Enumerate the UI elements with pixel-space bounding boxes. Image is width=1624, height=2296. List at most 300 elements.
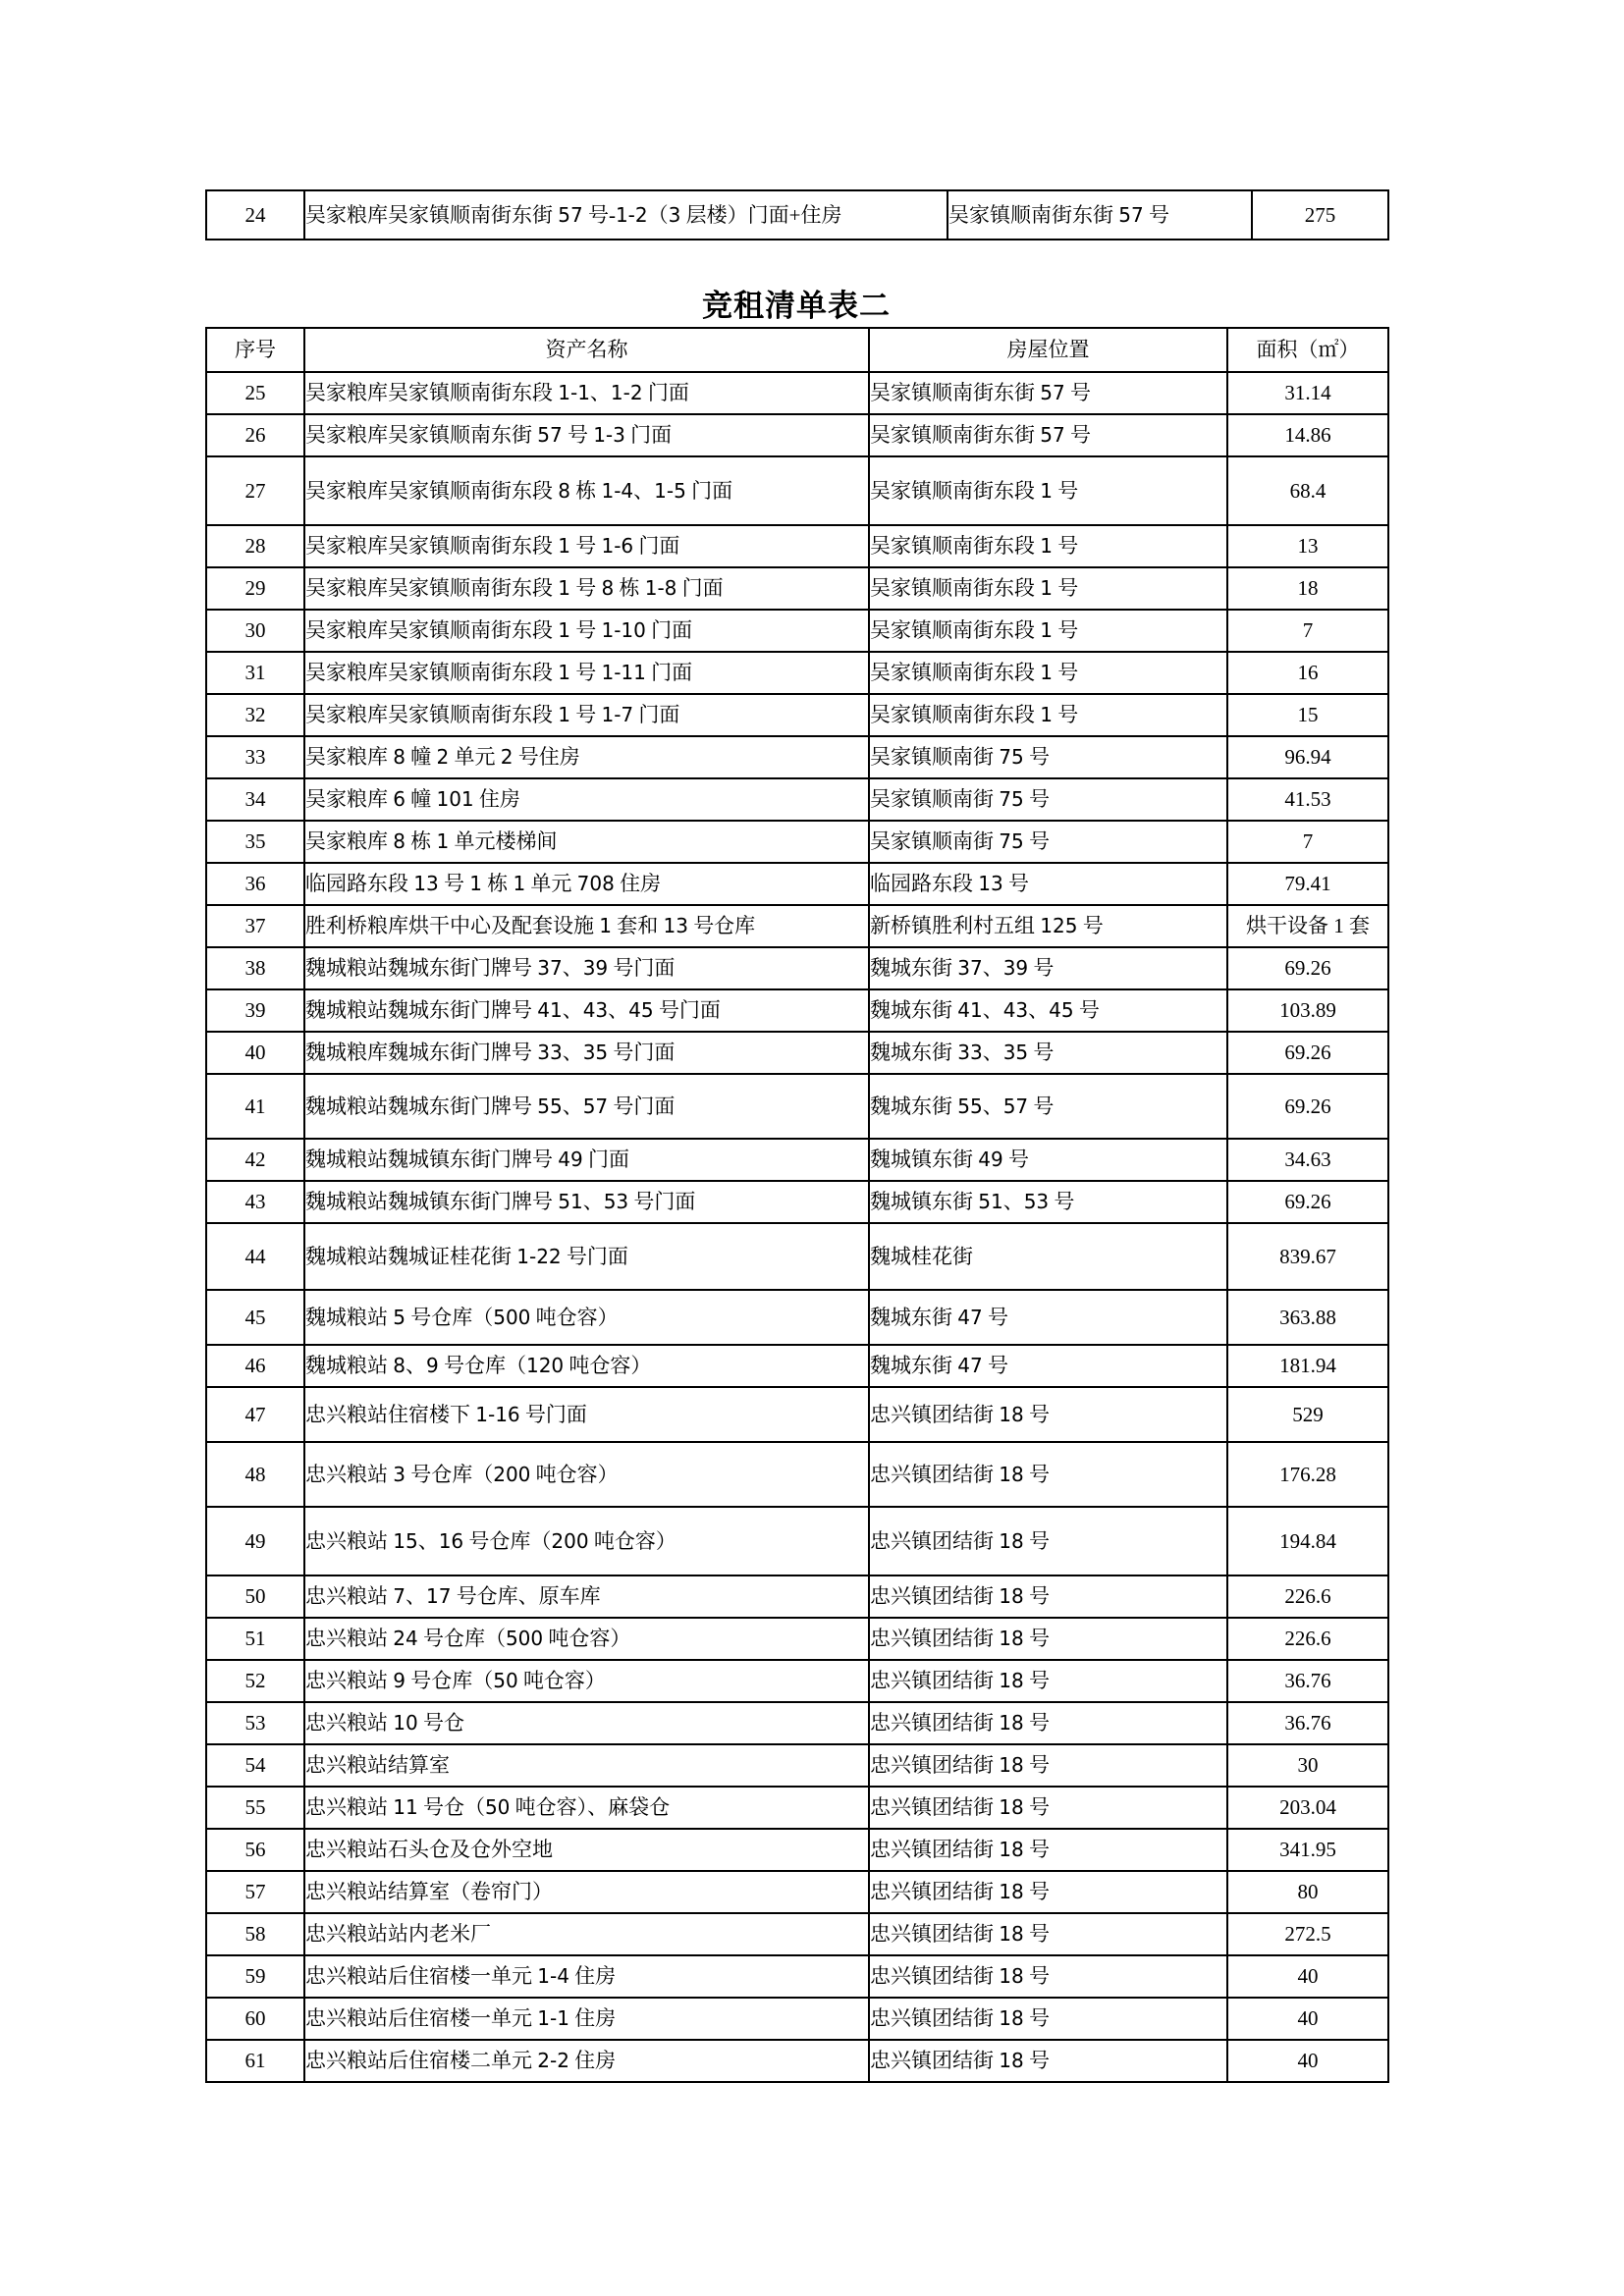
- cell-name: 吴家粮库吴家镇顺南街东段 8 栋 1-4、1-5 门面: [304, 456, 869, 525]
- number-text: 1: [1040, 703, 1053, 727]
- number-text: 125: [1040, 914, 1078, 938]
- table-row: [206, 1829, 1388, 1871]
- cell-seq: 41: [206, 1074, 304, 1139]
- number-text: 7: [393, 1584, 406, 1609]
- table-row: [206, 1702, 1388, 1744]
- cell-name: 魏城粮站魏城镇东街门牌号 49 门面: [304, 1139, 869, 1181]
- cell-area: 181.94: [1227, 1345, 1388, 1387]
- cell-area: 341.95: [1227, 1829, 1388, 1871]
- cell-area: 226.6: [1227, 1618, 1388, 1660]
- number-text: 50: [484, 1795, 511, 1820]
- cell-area: 203.04: [1227, 1787, 1388, 1829]
- cell-seq: 43: [206, 1181, 304, 1223]
- cell-location: 忠兴镇团结街 18 号: [869, 1913, 1227, 1955]
- number-text: 53: [1023, 1190, 1050, 1214]
- cell-name: 忠兴粮站石头仓及仓外空地: [304, 1829, 869, 1871]
- number-text: 2-2: [537, 2049, 569, 2073]
- cell-seq: 38: [206, 947, 304, 989]
- cell-location: 吴家镇顺南街东段 1 号: [869, 610, 1227, 652]
- cell-area: 529: [1227, 1387, 1388, 1442]
- table-row: [206, 456, 1388, 525]
- cell-area: 13: [1227, 525, 1388, 567]
- cell-seq: 25: [206, 372, 304, 414]
- cell-area: 34.63: [1227, 1139, 1388, 1181]
- cell-name: 吴家粮库吴家镇顺南街东段 1 号 1-7 门面: [304, 694, 869, 736]
- table-row: [206, 652, 1388, 694]
- cell-location: 忠兴镇团结街 18 号: [869, 1829, 1227, 1871]
- cell-seq: 27: [206, 456, 304, 525]
- cell-seq: 37: [206, 905, 304, 947]
- number-text: 3: [393, 1462, 406, 1486]
- cell-seq: 36: [206, 863, 304, 905]
- number-text: 10: [393, 1711, 418, 1735]
- number-text: 57: [582, 1094, 609, 1118]
- cell-location: 吴家镇顺南街东街 57 号: [947, 190, 1252, 240]
- cell-seq: 59: [206, 1955, 304, 1998]
- number-text: 75: [999, 745, 1024, 770]
- number-text: 9: [425, 1354, 439, 1378]
- cell-area: 103.89: [1227, 989, 1388, 1032]
- number-text: 35: [1002, 1041, 1029, 1065]
- cell-name: 魏城粮站 8、9 号仓库（120 吨仓容）: [304, 1345, 869, 1387]
- cell-location: 新桥镇胜利村五组 125 号: [869, 905, 1227, 947]
- cell-location: 魏城东街 41、43、45 号: [869, 989, 1227, 1032]
- cell-area: 40: [1227, 2040, 1388, 2082]
- cell-location: 临园路东段 13 号: [869, 863, 1227, 905]
- number-text: 45: [1049, 998, 1074, 1023]
- cell-name: 魏城粮库魏城东街门牌号 33、35 号门面: [304, 1032, 869, 1074]
- cell-name: 魏城粮站魏城东街门牌号 41、43、45 号门面: [304, 989, 869, 1032]
- cell-name: 忠兴粮站站内老米厂: [304, 1913, 869, 1955]
- table-row: [206, 1913, 1388, 1955]
- number-text: 35: [582, 1041, 609, 1065]
- number-text: 51: [978, 1190, 1003, 1214]
- cell-location: 吴家镇顺南街东段 1 号: [869, 456, 1227, 525]
- cell-seq: 46: [206, 1345, 304, 1387]
- rental-list-table: [205, 327, 1389, 2083]
- header-seq: 序号: [206, 328, 304, 372]
- cell-seq: 24: [206, 190, 304, 240]
- cell-location: 魏城东街 33、35 号: [869, 1032, 1227, 1074]
- header-name: 资产名称: [304, 328, 869, 372]
- cell-area: 41.53: [1227, 778, 1388, 821]
- cell-seq: 29: [206, 567, 304, 610]
- table-body: [206, 372, 1388, 2082]
- table-row: [206, 1223, 1388, 1290]
- table-row: [206, 821, 1388, 863]
- cell-seq: 47: [206, 1387, 304, 1442]
- number-text: 1: [558, 534, 570, 559]
- number-text: 1-1: [537, 2006, 569, 2031]
- number-text: 16: [438, 1528, 464, 1553]
- number-text: 6: [393, 787, 406, 812]
- table-row: [206, 372, 1388, 414]
- number-text: 18: [999, 1627, 1024, 1651]
- page-title: 竞租清单表二: [702, 289, 891, 323]
- number-text: 1-8: [644, 576, 677, 601]
- number-text: 39: [1002, 956, 1029, 981]
- cell-name: 临园路东段 13 号 1 栋 1 单元 708 住房: [304, 863, 869, 905]
- number-text: 1: [1040, 534, 1053, 559]
- cell-location: 忠兴镇团结街 18 号: [869, 1871, 1227, 1913]
- number-text: 55: [537, 1094, 563, 1118]
- cell-name: 吴家粮库吴家镇顺南街东段 1 号 1-10 门面: [304, 610, 869, 652]
- number-text: 33: [957, 1041, 983, 1065]
- table-row: [206, 525, 1388, 567]
- table-row: [206, 736, 1388, 778]
- table-row: [206, 905, 1388, 947]
- header-location: 房屋位置: [869, 328, 1227, 372]
- cell-name: 忠兴粮站后住宿楼一单元 1-1 住房: [304, 1998, 869, 2040]
- table-row: [206, 1387, 1388, 1442]
- number-text: 1-11: [601, 661, 646, 685]
- number-text: 1-16: [475, 1402, 520, 1426]
- cell-seq: 39: [206, 989, 304, 1032]
- number-text: 47: [957, 1305, 983, 1329]
- number-text: 1: [558, 703, 570, 727]
- cell-seq: 52: [206, 1660, 304, 1702]
- table-row: [206, 863, 1388, 905]
- cell-name: 魏城粮站魏城镇东街门牌号 51、53 号门面: [304, 1181, 869, 1223]
- number-text: 1-2: [610, 381, 643, 405]
- cell-name: 吴家粮库吴家镇顺南街东街 57 号-1-2（3 层楼）门面+住房: [304, 190, 947, 240]
- table-row: [206, 778, 1388, 821]
- number-text: 18: [999, 1584, 1024, 1609]
- number-text: 1-10: [601, 618, 646, 643]
- number-text: 3: [668, 202, 681, 227]
- number-text: 1-4: [537, 1964, 569, 1989]
- cell-area: 40: [1227, 1998, 1388, 2040]
- cell-seq: 51: [206, 1618, 304, 1660]
- cell-location: 忠兴镇团结街 18 号: [869, 1387, 1227, 1442]
- cell-name: 魏城粮站 5 号仓库（500 吨仓容）: [304, 1290, 869, 1345]
- number-text: 200: [551, 1528, 589, 1553]
- number-text: 41: [957, 998, 983, 1023]
- number-text: 8: [393, 745, 406, 770]
- number-text: 1: [513, 872, 526, 896]
- table-row: [206, 1998, 1388, 2040]
- number-text: 13: [413, 872, 439, 896]
- cell-location: 忠兴镇团结街 18 号: [869, 1955, 1227, 1998]
- cell-area: 275: [1252, 190, 1388, 240]
- cell-location: 魏城镇东街 51、53 号: [869, 1181, 1227, 1223]
- cell-name: 忠兴粮站 7、17 号仓库、原车库: [304, 1575, 869, 1618]
- cell-area: 79.41: [1227, 863, 1388, 905]
- cell-location: 吴家镇顺南街东段 1 号: [869, 694, 1227, 736]
- cell-name: 吴家粮库 8 幢 2 单元 2 号住房: [304, 736, 869, 778]
- cell-area: 18: [1227, 567, 1388, 610]
- cell-name: 忠兴粮站结算室: [304, 1744, 869, 1787]
- number-text: 11: [393, 1795, 418, 1820]
- cell-location: 忠兴镇团结街 18 号: [869, 1442, 1227, 1507]
- number-text: 18: [999, 1528, 1024, 1553]
- cell-location: 忠兴镇团结街 18 号: [869, 1618, 1227, 1660]
- cell-name: 忠兴粮站 10 号仓: [304, 1702, 869, 1744]
- number-text: 8: [393, 829, 406, 854]
- number-text: 18: [999, 1880, 1024, 1904]
- cell-seq: 40: [206, 1032, 304, 1074]
- number-text: 18: [999, 1462, 1024, 1486]
- number-text: 5: [393, 1305, 406, 1329]
- cell-name: 吴家粮库吴家镇顺南东街 57 号 1-3 门面: [304, 414, 869, 456]
- number-text: 49: [558, 1148, 583, 1172]
- number-text: 37: [537, 956, 563, 981]
- table-row: [206, 1345, 1388, 1387]
- number-text: 1: [1040, 576, 1053, 601]
- table-row: [206, 610, 1388, 652]
- number-text: 101: [436, 787, 474, 812]
- number-text: 18: [999, 2049, 1024, 2073]
- number-text: 17: [425, 1584, 452, 1609]
- cell-name: 魏城粮站魏城东街门牌号 55、57 号门面: [304, 1074, 869, 1139]
- number-text: 43: [582, 998, 609, 1023]
- cell-area: 36.76: [1227, 1660, 1388, 1702]
- number-text: 39: [582, 956, 609, 981]
- cell-area: 80: [1227, 1871, 1388, 1913]
- number-text: 13: [663, 914, 688, 938]
- table-row: [206, 2040, 1388, 2082]
- cell-location: 魏城镇东街 49 号: [869, 1139, 1227, 1181]
- number-text: 1: [469, 872, 482, 896]
- number-text: 8: [601, 576, 615, 601]
- number-text: 1-1: [558, 381, 590, 405]
- cell-area: 7: [1227, 821, 1388, 863]
- number-text: 1-6: [601, 534, 634, 559]
- cell-name: 忠兴粮站结算室（卷帘门）: [304, 1871, 869, 1913]
- number-text: 53: [603, 1190, 629, 1214]
- cell-location: 魏城桂花街: [869, 1223, 1227, 1290]
- number-text: 57: [537, 423, 563, 448]
- cell-location: 吴家镇顺南街 75 号: [869, 821, 1227, 863]
- table-header-row: [206, 328, 1388, 372]
- cell-seq: 31: [206, 652, 304, 694]
- number-text: 18: [999, 1711, 1024, 1735]
- cell-name: 吴家粮库吴家镇顺南街东段 1-1、1-2 门面: [304, 372, 869, 414]
- cell-location: 忠兴镇团结街 18 号: [869, 1660, 1227, 1702]
- table-row: [206, 694, 1388, 736]
- cell-area: 272.5: [1227, 1913, 1388, 1955]
- cell-name: 忠兴粮站 9 号仓库（50 吨仓容）: [304, 1660, 869, 1702]
- number-text: 15: [393, 1528, 418, 1553]
- number-text: 500: [493, 1305, 531, 1329]
- number-text: 8: [393, 1354, 406, 1378]
- cell-name: 忠兴粮站后住宿楼二单元 2-2 住房: [304, 2040, 869, 2082]
- number-text: 18: [999, 2006, 1024, 2031]
- table-row: [206, 1660, 1388, 1702]
- cell-location: 吴家镇顺南街东街 57 号: [869, 414, 1227, 456]
- number-text: 120: [525, 1354, 565, 1378]
- cell-location: 吴家镇顺南街 75 号: [869, 736, 1227, 778]
- number-text: 1: [1040, 478, 1053, 503]
- cell-location: 魏城东街 47 号: [869, 1345, 1227, 1387]
- number-text: 1-7: [601, 703, 634, 727]
- table-row: [206, 414, 1388, 456]
- cell-seq: 26: [206, 414, 304, 456]
- cell-area: 96.94: [1227, 736, 1388, 778]
- number-text: 200: [493, 1462, 531, 1486]
- number-text: 75: [999, 829, 1024, 854]
- cell-location: 吴家镇顺南街东街 57 号: [869, 372, 1227, 414]
- number-text: 1-22: [516, 1244, 562, 1268]
- number-text: 1-4: [601, 478, 634, 503]
- cell-area: 363.88: [1227, 1290, 1388, 1345]
- cell-location: 吴家镇顺南街东段 1 号: [869, 567, 1227, 610]
- cell-seq: 30: [206, 610, 304, 652]
- cell-area: 226.6: [1227, 1575, 1388, 1618]
- number-text: 57: [1118, 202, 1144, 227]
- cell-seq: 60: [206, 1998, 304, 2040]
- table-row: [206, 1290, 1388, 1345]
- cell-name: 忠兴粮站后住宿楼一单元 1-4 住房: [304, 1955, 869, 1998]
- cell-location: 忠兴镇团结街 18 号: [869, 1787, 1227, 1829]
- cell-area: 烘干设备 1 套: [1227, 905, 1388, 947]
- cell-seq: 33: [206, 736, 304, 778]
- table-row: [206, 1871, 1388, 1913]
- cell-seq: 48: [206, 1442, 304, 1507]
- cell-name: 吴家粮库吴家镇顺南街东段 1 号 1-11 门面: [304, 652, 869, 694]
- cell-area: 69.26: [1227, 1181, 1388, 1223]
- cell-seq: 53: [206, 1702, 304, 1744]
- number-text: 18: [999, 1838, 1024, 1862]
- cell-seq: 42: [206, 1139, 304, 1181]
- number-text: 18: [999, 1753, 1024, 1778]
- cell-seq: 54: [206, 1744, 304, 1787]
- number-text: 41: [537, 998, 563, 1023]
- cell-area: 31.14: [1227, 372, 1388, 414]
- number-text: 1: [436, 829, 450, 854]
- number-text: 55: [957, 1094, 983, 1118]
- cell-name: 忠兴粮站 24 号仓库（500 吨仓容）: [304, 1618, 869, 1660]
- number-text: 1: [599, 914, 612, 938]
- table-row: [206, 1575, 1388, 1618]
- number-text: 50: [493, 1669, 518, 1693]
- number-text: 43: [1002, 998, 1029, 1023]
- cell-name: 魏城粮站魏城证桂花街 1-22 号门面: [304, 1223, 869, 1290]
- cell-area: 7: [1227, 610, 1388, 652]
- cell-area: 69.26: [1227, 947, 1388, 989]
- cell-location: 忠兴镇团结街 18 号: [869, 1507, 1227, 1575]
- number-text: 18: [999, 1402, 1024, 1426]
- number-text: 57: [558, 202, 583, 227]
- previous-list-table: [205, 189, 1389, 240]
- cell-area: 194.84: [1227, 1507, 1388, 1575]
- header-area: 面积（㎡）: [1227, 328, 1388, 372]
- number-text: 18: [999, 1964, 1024, 1989]
- number-text: 57: [1040, 381, 1065, 405]
- number-text: 37: [957, 956, 983, 981]
- table-row: [206, 1074, 1388, 1139]
- cell-name: 吴家粮库吴家镇顺南街东段 1 号 8 栋 1-8 门面: [304, 567, 869, 610]
- number-text: 51: [558, 1190, 583, 1214]
- table-row: [206, 1618, 1388, 1660]
- cell-location: 魏城东街 47 号: [869, 1290, 1227, 1345]
- table-row: [206, 190, 1388, 240]
- number-text: 57: [1002, 1094, 1029, 1118]
- table-row: [206, 1032, 1388, 1074]
- table-row: [206, 947, 1388, 989]
- cell-area: 176.28: [1227, 1442, 1388, 1507]
- number-text: 1-3: [593, 423, 625, 448]
- cell-name: 忠兴粮站 3 号仓库（200 吨仓容）: [304, 1442, 869, 1507]
- table-row: [206, 1744, 1388, 1787]
- number-text: 57: [1040, 423, 1065, 448]
- cell-location: 忠兴镇团结街 18 号: [869, 1744, 1227, 1787]
- number-text: 2: [436, 745, 450, 770]
- cell-seq: 45: [206, 1290, 304, 1345]
- cell-area: 68.4: [1227, 456, 1388, 525]
- number-text: 1: [558, 618, 570, 643]
- cell-seq: 61: [206, 2040, 304, 2082]
- table-row: [206, 1139, 1388, 1181]
- number-text: 18: [999, 1669, 1024, 1693]
- cell-area: 15: [1227, 694, 1388, 736]
- number-text: 2: [500, 745, 514, 770]
- cell-area: 839.67: [1227, 1223, 1388, 1290]
- cell-location: 吴家镇顺南街东段 1 号: [869, 525, 1227, 567]
- cell-seq: 55: [206, 1787, 304, 1829]
- cell-seq: 50: [206, 1575, 304, 1618]
- cell-name: 吴家粮库 6 幢 101 住房: [304, 778, 869, 821]
- number-text: 1: [1040, 661, 1053, 685]
- cell-name: 忠兴粮站住宿楼下 1-16 号门面: [304, 1387, 869, 1442]
- number-text: 1: [1040, 618, 1053, 643]
- cell-seq: 44: [206, 1223, 304, 1290]
- table-row: [206, 567, 1388, 610]
- cell-location: 忠兴镇团结街 18 号: [869, 1702, 1227, 1744]
- cell-name: 忠兴粮站 15、16 号仓库（200 吨仓容）: [304, 1507, 869, 1575]
- cell-location: 吴家镇顺南街 75 号: [869, 778, 1227, 821]
- number-text: 24: [393, 1627, 418, 1651]
- cell-name: 魏城粮站魏城东街门牌号 37、39 号门面: [304, 947, 869, 989]
- cell-location: 吴家镇顺南街东段 1 号: [869, 652, 1227, 694]
- cell-seq: 57: [206, 1871, 304, 1913]
- cell-location: 忠兴镇团结街 18 号: [869, 1575, 1227, 1618]
- cell-area: 36.76: [1227, 1702, 1388, 1744]
- cell-seq: 58: [206, 1913, 304, 1955]
- table-row: [206, 989, 1388, 1032]
- cell-area: 30: [1227, 1744, 1388, 1787]
- number-text: 1: [558, 576, 570, 601]
- number-text: 45: [628, 998, 654, 1023]
- cell-seq: 32: [206, 694, 304, 736]
- cell-seq: 49: [206, 1507, 304, 1575]
- table-row: [206, 1955, 1388, 1998]
- cell-name: 吴家粮库 8 栋 1 单元楼梯间: [304, 821, 869, 863]
- cell-location: 忠兴镇团结街 18 号: [869, 2040, 1227, 2082]
- cell-area: 40: [1227, 1955, 1388, 1998]
- cell-name: 吴家粮库吴家镇顺南街东段 1 号 1-6 门面: [304, 525, 869, 567]
- number-text: 18: [999, 1922, 1024, 1947]
- cell-location: 忠兴镇团结街 18 号: [869, 1998, 1227, 2040]
- cell-area: 14.86: [1227, 414, 1388, 456]
- number-text: 1-5: [654, 478, 686, 503]
- cell-area: 69.26: [1227, 1032, 1388, 1074]
- cell-name: 胜利桥粮库烘干中心及配套设施 1 套和 13 号仓库: [304, 905, 869, 947]
- table-row: [206, 1442, 1388, 1507]
- cell-location: 魏城东街 55、57 号: [869, 1074, 1227, 1139]
- number-text: 1-2: [615, 202, 648, 227]
- table-row: [206, 1181, 1388, 1223]
- number-text: 1: [558, 661, 570, 685]
- number-text: 708: [576, 872, 615, 896]
- number-text: 75: [999, 787, 1024, 812]
- cell-area: 69.26: [1227, 1074, 1388, 1139]
- number-text: 8: [558, 478, 570, 503]
- cell-area: 16: [1227, 652, 1388, 694]
- cell-seq: 28: [206, 525, 304, 567]
- cell-seq: 56: [206, 1829, 304, 1871]
- number-text: 33: [537, 1041, 563, 1065]
